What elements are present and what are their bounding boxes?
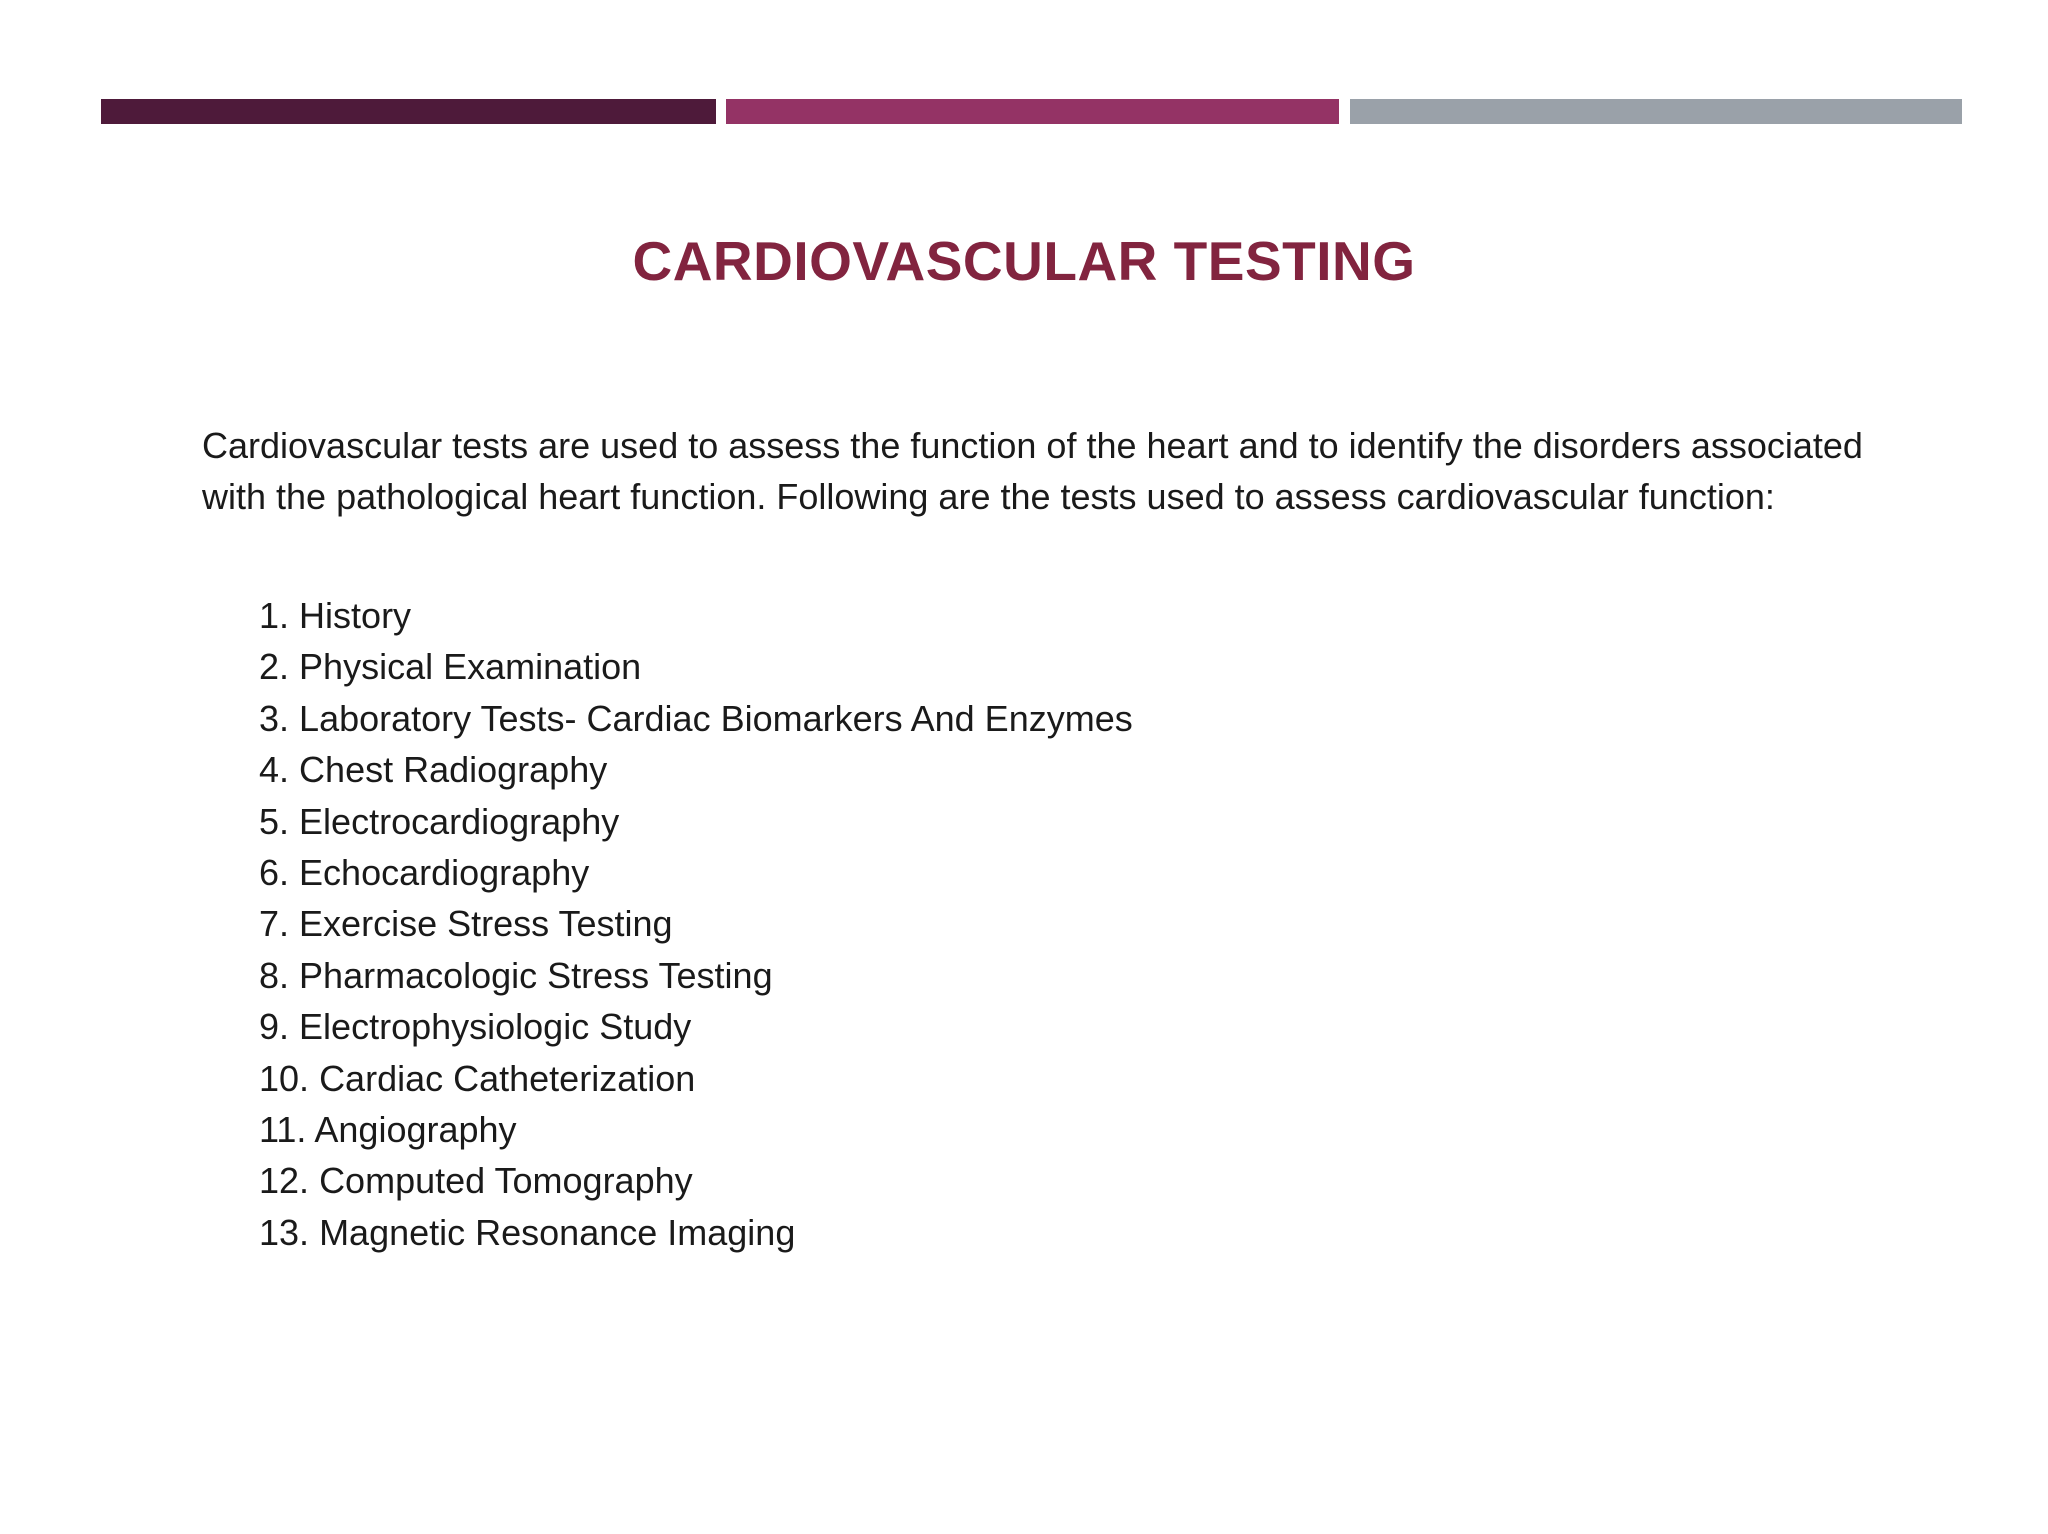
list-item (259, 590, 1133, 641)
header-accent-bars (101, 99, 1962, 124)
list-item (259, 744, 1133, 795)
intro-paragraph: Cardiovascular tests are used to assess the function of the heart and to identify the disorders associated with the pathological heart function. Following are the tests used to assess cardiovascular function: (202, 425, 1863, 517)
list-item-label: Pharmacologic Stress Testing (299, 954, 773, 996)
test-list (259, 590, 1133, 1258)
list-item-number: 3. (259, 697, 290, 739)
list-item (259, 847, 1133, 898)
list-item-number: 13. (259, 1211, 310, 1253)
list-item (259, 693, 1133, 744)
accent-bar-dark (101, 99, 716, 124)
list-item-number: 10. (259, 1057, 310, 1099)
list-item-label: Physical Examination (299, 646, 642, 688)
list-item-label: Angiography (314, 1109, 517, 1151)
list-item (259, 898, 1133, 949)
list-item-number: 5. (259, 800, 290, 842)
list-item (259, 1001, 1133, 1052)
list-item-label: History (299, 595, 412, 636)
list-item-label: Chest Radiography (299, 749, 608, 791)
accent-bar-magenta (726, 99, 1339, 124)
list-item-number: 9. (259, 1006, 290, 1048)
list-item-label: Electrocardiography (299, 800, 620, 842)
list-item (259, 950, 1133, 1001)
list-item (259, 1207, 1133, 1258)
list-item-number: 8. (259, 954, 290, 996)
list-item-label: Computed Tomography (319, 1160, 693, 1202)
list-item-label: Echocardiography (299, 852, 590, 894)
list-item-number: 12. (259, 1160, 310, 1202)
slide-title: CARDIOVASCULAR TESTING (632, 230, 1416, 292)
list-item-number: 2. (259, 646, 290, 688)
list-item (259, 1104, 1133, 1155)
list-item-number: 4. (259, 749, 290, 791)
list-item-label: Magnetic Resonance Imaging (319, 1211, 796, 1253)
list-item-label: Cardiac Catheterization (319, 1057, 696, 1099)
list-item (259, 641, 1133, 692)
list-item-number: 1. (259, 595, 290, 636)
list-item (259, 1053, 1133, 1104)
list-item-label: Electrophysiologic Study (299, 1006, 692, 1048)
list-item (259, 1155, 1133, 1206)
list-item-number: 11. (259, 1109, 307, 1151)
accent-bar-gray (1350, 99, 1962, 124)
list-item-label: Laboratory Tests- Cardiac Biomarkers And Enzymes (299, 697, 1133, 739)
list-item-number: 6. (259, 852, 290, 894)
list-item-label: Exercise Stress Testing (299, 903, 673, 945)
list-item (259, 796, 1133, 847)
list-item-number: 7. (259, 903, 290, 945)
